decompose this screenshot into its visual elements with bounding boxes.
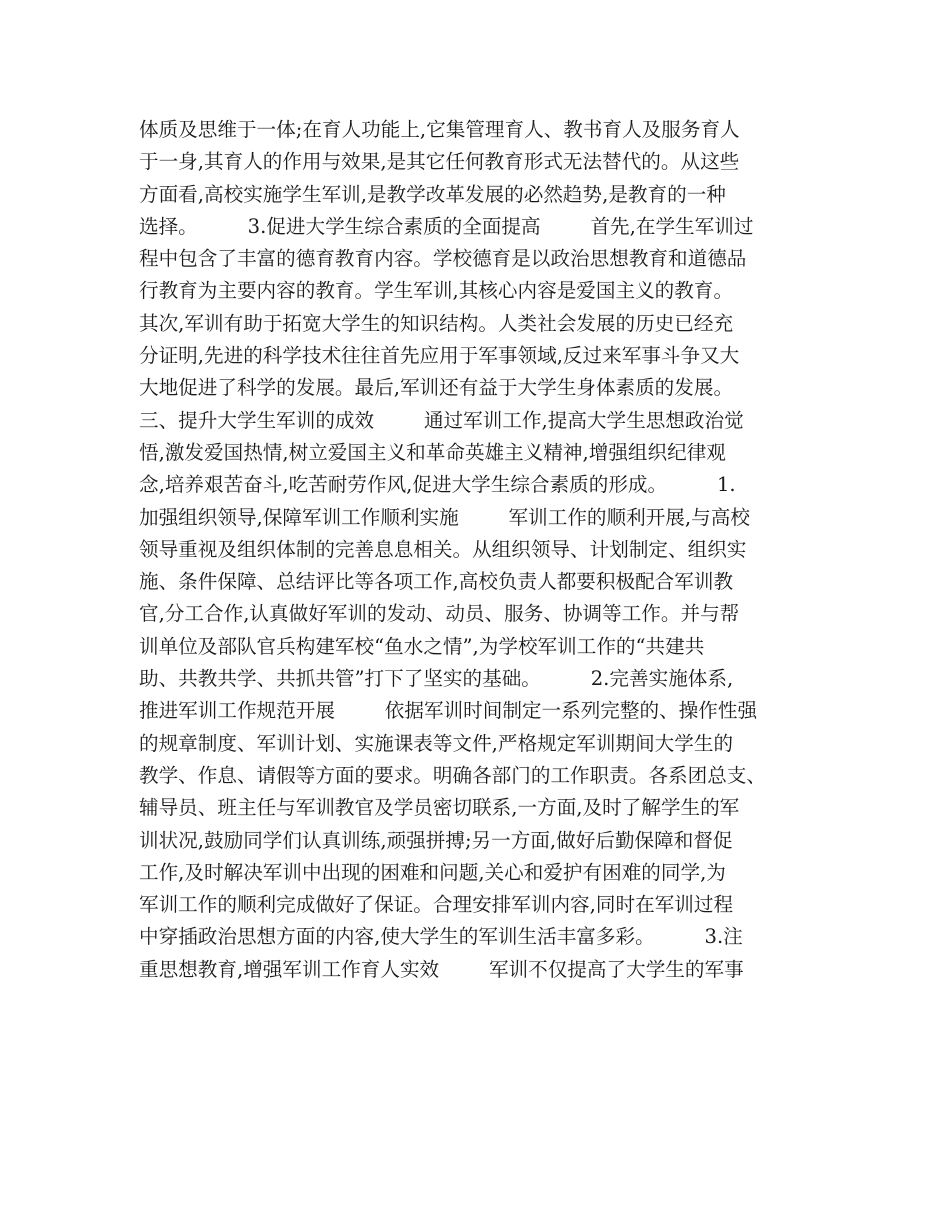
text-line: 军训工作的顺利完成做好了保证。合理安排军训内容,同时在军训过程 — [139, 893, 734, 917]
text-line: 的规章制度、军训计划、实施课表等文件,严格规定军训期间大学生的 — [139, 731, 734, 755]
text-line: 其次,军训有助于拓宽大学生的知识结构。人类社会发展的历史已经充 — [139, 311, 734, 335]
text-line: 官,分工合作,认真做好军训的发动、动员、服务、协调等工作。并与帮 — [139, 602, 740, 626]
text-line: 程中包含了丰富的德育教育内容。学校德育是以政治思想教育和道德品 — [139, 247, 747, 271]
text-line: 训单位及部队官兵构建军校“鱼水之情”,为学校军训工作的“共建共 — [139, 634, 705, 658]
text-line: 工作,及时解决军训中出现的困难和问题,关心和爱护有困难的同学,为 — [139, 860, 726, 884]
text-line: 念,培养艰苦奋斗,吃苦耐劳作风,促进大学生综合素质的形成。 1. — [139, 473, 736, 497]
text-line: 重思想教育,增强军训工作育人实效 军训不仅提高了大学生的军事 — [139, 957, 744, 981]
text-line: 三、提升大学生军训的成效 通过军训工作,提高大学生思想政治觉 — [139, 408, 744, 432]
text-line: 领导重视及组织体制的完善息息相关。从组织领导、计划制定、组织实 — [139, 537, 747, 561]
text-line: 助、共教共学、共抓共管”打下了坚实的基础。 2.完善实施体系, — [139, 667, 734, 691]
body-text — [139, 114, 829, 986]
text-line: 辅导员、班主任与军训教官及学员密切联系,一方面,及时了解学生的军 — [139, 796, 740, 820]
text-line: 施、条件保障、总结评比等各项工作,高校负责人都要积极配合军训教 — [139, 570, 734, 594]
text-line: 分证明,先进的科学技术往往首先应用于军事领域,反过来军事斗争又大 — [139, 344, 740, 368]
text-line: 选择。 3.促进大学生综合素质的全面提高 首先,在学生军训过 — [139, 214, 754, 238]
text-line: 悟,激发爱国热情,树立爱国主义和革命英雄主义精神,增强组织纪律观 — [139, 440, 726, 464]
text-line: 大地促进了科学的发展。最后,军训还有益于大学生身体素质的发展。 — [139, 376, 734, 400]
text-line: 中穿插政治思想方面的内容,使大学生的军训生活丰富多彩。 3.注 — [139, 925, 743, 949]
text-line: 加强组织领导,保障军训工作顺利实施 军训工作的顺利开展,与高校 — [139, 505, 750, 529]
text-line: 教学、作息、请假等方面的要求。明确各部门的工作职责。各系团总支、 — [139, 763, 766, 787]
text-line: 方面看,高校实施学生军训,是教学改革发展的必然趋势,是教育的一种 — [139, 182, 726, 206]
text-line: 体质及思维于一体;在育人功能上,它集管理育人、教书育人及服务育人 — [139, 118, 740, 141]
text-line: 推进军训工作规范开展 依据军训时间制定一系列完整的、操作性强 — [139, 699, 758, 723]
text-line: 于一身,其育人的作用与效果,是其它任何教育形式无法替代的。从这些 — [139, 150, 740, 174]
text-line: 行教育为主要内容的教育。学生军训,其核心内容是爱国主义的教育。 — [139, 279, 734, 303]
text-line: 训状况,鼓励同学们认真训练,顽强拼搏;另一方面,做好后勤保障和督促 — [139, 828, 733, 852]
